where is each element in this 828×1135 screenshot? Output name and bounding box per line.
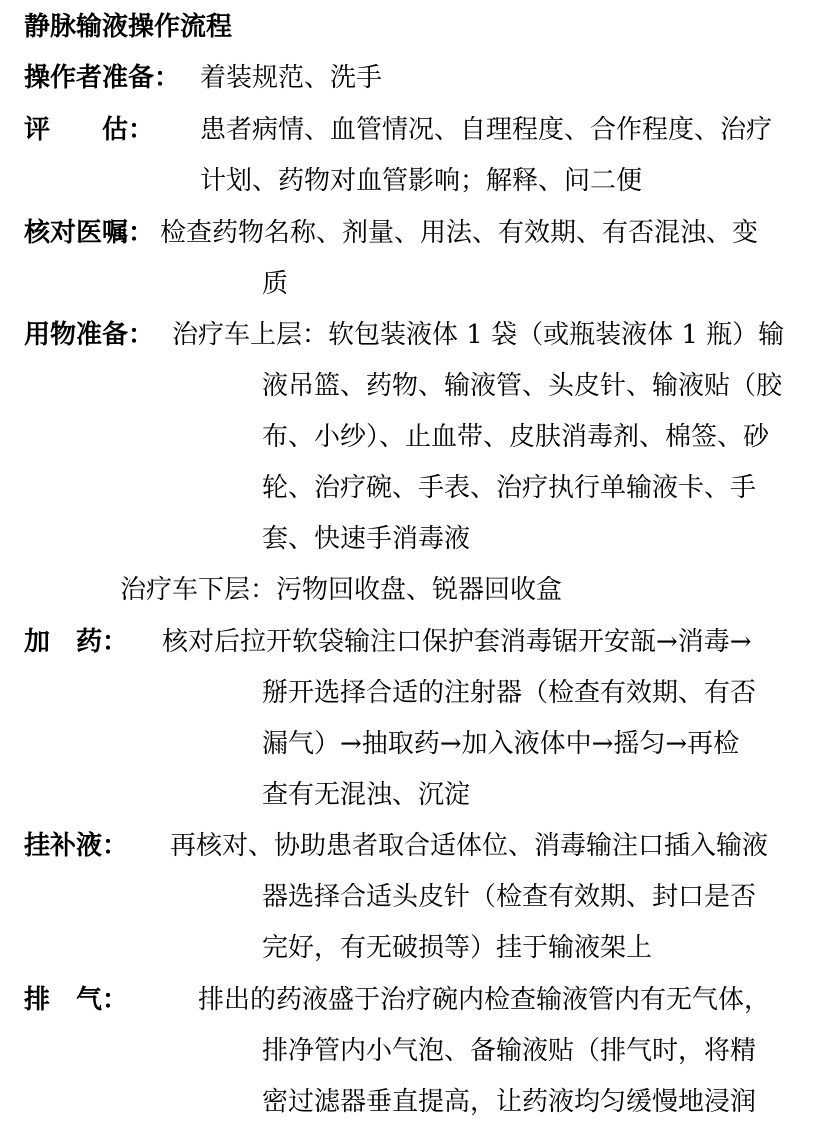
section-text-add-medicine-2: 掰开选择合适的注射器（检查有效期、有否 — [262, 678, 757, 708]
section-text-add-medicine-4: 查有无混浊、沉淀 — [262, 780, 471, 810]
section-label-hang-infusion: 挂补液： — [24, 831, 129, 861]
document-title: 静脉输液操作流程 — [24, 12, 233, 42]
section-text-supplies-5: 套、快速手消毒液 — [262, 524, 471, 554]
section-label-expel-air: 排 气： — [24, 985, 129, 1015]
section-text-preparer-1: 着装规范、洗手 — [200, 63, 383, 93]
section-text-hang-infusion-2: 器选择合适头皮针（检查有效期、封口是否 — [262, 882, 757, 912]
section-text-supplies-4: 轮、治疗碗、手表、治疗执行单输液卡、手 — [262, 473, 757, 503]
section-label-assessment: 评 估： — [24, 115, 155, 145]
section-text-verify-orders-2: 质 — [262, 269, 289, 299]
section-text-expel-air-3: 密过滤器垂直提高，让药液均匀缓慢地浸润 — [262, 1087, 757, 1117]
section-text-expel-air-1: 排出的药液盛于治疗碗内检查输液管内有无气体， — [198, 985, 771, 1015]
section-text-assessment-2: 计划、药物对血管影响；解释、问二便 — [200, 166, 643, 196]
section-label-verify-orders: 核对医嘱： — [24, 218, 155, 248]
section-text-verify-orders-1: 检查药物名称、剂量、用法、有效期、有否混浊、变 — [160, 218, 759, 248]
section-text-hang-infusion-1: 再核对、协助患者取合适体位、消毒输注口插入输液 — [170, 831, 769, 861]
section-text-cart-lower: 治疗车下层：污物回收盘、锐器回收盒 — [120, 575, 563, 605]
section-text-supplies-2: 液吊篮、药物、输液管、头皮针、输液贴（胶 — [262, 371, 783, 401]
section-text-expel-air-2: 排净管内小气泡、备输液贴（排气时，将精 — [262, 1036, 757, 1066]
section-label-supplies: 用物准备： — [24, 320, 155, 350]
section-label-preparer: 操作者准备： — [24, 63, 181, 93]
section-text-add-medicine-1: 核对后拉开软袋输注口保护套消毒锯开安瓿→消毒→ — [162, 627, 752, 657]
section-text-supplies-3: 布、小纱）、止血带、皮肤消毒剂、棉签、砂 — [262, 422, 770, 452]
section-text-add-medicine-3: 漏气）→抽取药→加入液体中→摇匀→再检 — [262, 729, 740, 759]
section-text-hang-infusion-3: 完好，有无破损等）挂于输液架上 — [262, 933, 653, 963]
section-text-supplies-1: 治疗车上层：软包装液体 1 袋（或瓶装液体 1 瓶）输 — [172, 320, 785, 350]
section-text-assessment-1: 患者病情、血管情况、自理程度、合作程度、治疗 — [200, 115, 773, 145]
section-label-add-medicine: 加 药： — [24, 627, 129, 657]
